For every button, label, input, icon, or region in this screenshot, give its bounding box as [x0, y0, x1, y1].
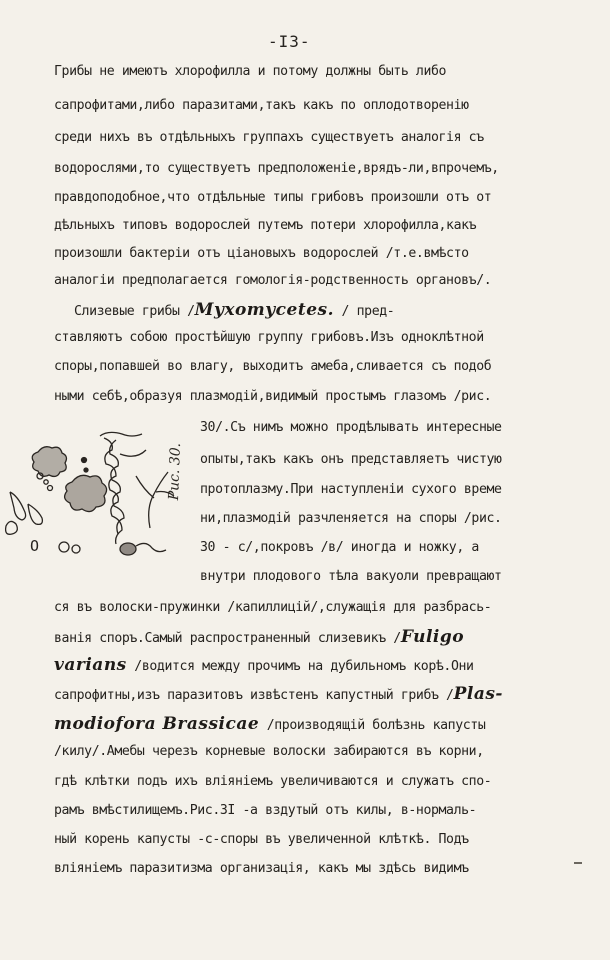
text-line: Грибы не имеютъ хлорофилла и потому должны быть либо [54, 64, 447, 79]
text-line: правдоподобное,что отдѣльные типы грибовъ произошли отъ от [54, 190, 492, 205]
text-line: влiянiемъ паразитизма организацiя, какъ мы здѣсь видимъ [54, 861, 469, 876]
text-line: произошли бактерiи отъ цiановыхъ водорослей /т.е.вмѣсто [54, 246, 469, 261]
text-segment: ванiя споръ.Самый распространенный слизевикъ / [54, 631, 401, 646]
text-line-plasmodiophora [54, 684, 503, 704]
handwritten-latin-term: modiofora Brassicae [54, 714, 260, 734]
handwritten-latin-term: Myxomycetes. [194, 300, 335, 320]
margin-mark [574, 862, 582, 868]
text-segment: / пред- [334, 304, 395, 319]
text-segment: сапрофитны,изъ паразитовъ извѣстенъ капустный грибъ / [54, 688, 454, 703]
text-line-fuligo [54, 627, 464, 647]
text-line: дѣльныхъ типовъ водорослей путемъ потери хлорофилла,какъ [54, 218, 477, 233]
text-line: сапрофитами,либо паразитами,такъ какъ по оплодотворенiю [54, 98, 469, 113]
handwritten-latin-term: Fuligo [400, 627, 465, 647]
text-line: аналогiи предполагается гомологiя-родственность органовъ/. [54, 273, 492, 288]
text-line: рамъ вмѣстилищемъ.Рис.3I -а вздутый отъ килы, в-нормаль- [54, 803, 477, 818]
text-segment: /водится между прочимъ на дубильномъ корѣ.Они [126, 659, 474, 674]
text-line: ный корень капусты -с-споры въ увеличенной клѣткѣ. Подъ [54, 832, 469, 847]
text-line: споры,попавшей во влагу, выходитъ амеба,сливается съ подоб [54, 359, 492, 374]
text-line: ни,плазмодiй разчленяется на споры /рис. [200, 511, 502, 526]
figure-label: Ο [30, 537, 40, 555]
text-line: внутри плодового тѣла вакуоли превращают [200, 569, 502, 584]
text-segment: /производящiй болѣзнь капусты [259, 718, 486, 733]
text-line: водорослями,то существуетъ предположенiе,врядъ-ли,впрочемъ, [54, 161, 499, 176]
text-line: ся въ волоски-пружинки /капиллицiй/,служащiя для разбрась- [54, 600, 492, 615]
text-line: 30 - с/,покровъ /в/ иногда и ножку, а [200, 540, 479, 555]
text-line: /килу/.Амебы черезъ корневые волоски забираются въ корни, [54, 744, 484, 759]
text-line: гдѣ клѣтки подъ ихъ влiянiемъ увеличиваются и служатъ спо- [54, 774, 492, 789]
handwritten-latin-term: varians [54, 655, 127, 675]
page-number: -I3- [268, 32, 311, 51]
text-line: протоплазму.При наступленiи сухого време [200, 482, 502, 497]
text-line: опыты,такъ какъ онъ представляетъ чистую [200, 452, 502, 467]
handwritten-latin-term: Plas- [453, 684, 503, 704]
text-line-brassicae [54, 714, 485, 734]
text-line: 30/.Съ нимъ можно продѣлывать интересные [200, 420, 502, 435]
text-line: ными себѣ,образуя плазмодiй,видимый простымъ глазомъ /рис. [54, 389, 492, 404]
figure-caption: Рис. 30. [166, 442, 184, 501]
text-line-myxomycetes [74, 300, 394, 320]
text-segment: Слизевые грибы / [74, 304, 195, 319]
text-line-varians [54, 655, 474, 675]
text-line: среди нихъ въ отдѣльныхъ группахъ существуетъ аналогiя съ [54, 130, 484, 145]
text-line: ставляютъ собою простѣйшую группу грибовъ.Изъ одноклѣтной [54, 330, 484, 345]
